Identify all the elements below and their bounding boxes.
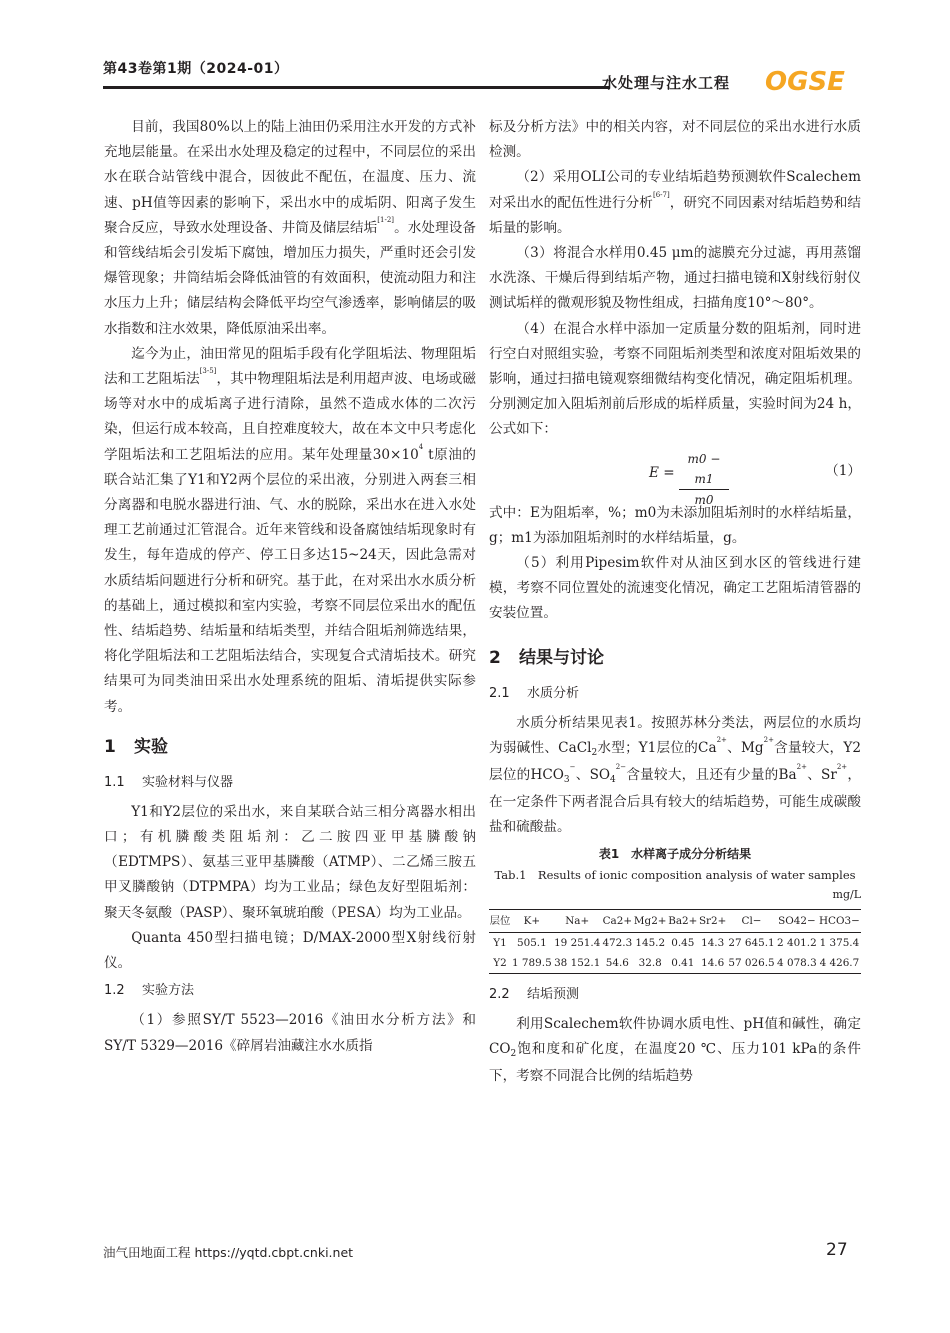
table-cell: 38 152.1 [553,953,602,974]
section-1-1-heading: 1.1 实验材料与仪器 [104,774,234,790]
table-header-row [489,909,861,932]
method-5-paragraph: （5）利用Pipesim软件对从油区到水区的管线进行建模，考察不同位置处的流速变化情况，确定工艺阻垢清管器的安装位置。 [489,555,861,622]
table-header: 层位 [489,909,511,932]
right-column [489,115,861,1089]
left-column [104,115,476,1059]
citation-3-5[interactable]: [3-5] [199,367,217,376]
section-2-heading: 2 结果与讨论 [489,647,604,668]
table-cell: 57 026.5 [727,953,776,974]
issue-label: 第43卷第1期（2024-01） [103,61,289,77]
page-number: 27 [826,1240,848,1260]
intro-paragraph-2: 迄今为止，油田常见的阻垢手段有化学阻垢法、物理阻垢法和工艺阻垢法[3-5]，其中物理阻垢法是利用超声波、电场或磁场等对水中的成垢离子进行清除，虽然不造成水体的二次污染，但运行成本较高，且自控难度较大，故在本文中只考虑化学阻垢法和工艺阻垢法的应用。某年处理量$30\times 10^4$ t原油的联合站汇集了Y1和Y2两个层位的采出液，分别进入两套三相分离器和电脱水器进行油、气、水的脱除，采出水在进入水处理工艺前通过汇管混合。近年来管线和设备腐蚀结垢现象时有发生，每年造成的停产、停工日多达15~24天，因此急需对水质结垢问题进行分析和研究。基于此，在对采出水水质分析的基础上，通过模拟和室内实验，考察不同层位采出水的配伍性、结垢趋势、结垢量和结垢类型，并结合阻垢剂筛选结果，将化学阻垢法和工艺阻垢法结合，实现复合式清垢技术。研究结果可为同类油田采出水处理系统的阻垢、清垢提供实际参考。 [104,345,477,715]
table-1-caption: 表1 水样离子成分分析结果 [598,846,752,861]
table-header: K+ [511,909,553,932]
table-header: SO42− [776,909,818,932]
section-1-heading: 1 实验 [104,736,168,757]
table-cell: 1 789.5 [511,953,553,974]
table-header: Sr2+ [698,909,727,932]
table-header: Mg2+ [633,909,667,932]
intro-paragraph-1: 目前，我国80%以上的陆上油田仍采用注水开发的方式补充地层能量。在采出水处理及稳定的过程中，不同层位的采出水在联合站管线中混合，因彼此不配伍，在温度、压力、流速、pH值等因素的影响下，采出水中的成垢阴、阳离子发生聚合反应，导致水处理设备、井筒及储层结垢[1-2]。水处理设备和管线结垢会引发垢下腐蚀，增加压力损失，严重时还会引发爆管现象；井筒结垢会降低油管的有效面积，使流动阻力和注水压力上升；储层结构会降低平均空气渗透率，影响储层的吸水指数和注水效果，降低原油采出率。 [104,119,476,337]
table-header: Ca2+ [602,909,633,932]
equation-denominator: m0 [679,489,729,510]
table-cell: 27 645.1 [728,936,775,949]
table-header: HCO3− [818,909,861,932]
table-cell: 2 401.2 [777,936,817,949]
equation-numerator: m0 − m1 [687,451,721,486]
scaling-prediction-paragraph: 利用Scalechem软件协调水质电性、pH值和碱性，确定$CO_2$饱和度和矿化度，在温度20 ℃、压力101 kPa的条件下，考察不同混合比例的结垢趋势 [489,1015,861,1085]
table-cell: 14.6 [698,953,727,974]
table-row [489,953,861,974]
water-quality-paragraph: 水质分析结果见表1。按照苏林分类法，两层位的水质均为弱碱性、CaCl$_2$水型；Y1层位的$Ca^{2+}$、$Mg^{2+}$含量较大，Y2层位的$HCO_3^-$、$SO_4^{2-}$含量较大，且还有少量的$Ba^{2+}$、$Sr^{2+}$，在一定条件下两者混合后具有较大的结垢趋势，可能生成碳酸盐和硫酸盐。 [489,714,862,836]
method-4-paragraph: （4）在混合水样中添加一定质量分数的阻垢剂，同时进行空白对照组实验，考察不同阻垢剂类型和浓度对阻垢效果的影响，通过扫描电镜观察细微结构变化情况，确定阻垢机理。分别测定加入阻垢剂前后形成的垢样质量，实验时间为24 h，公式如下： [489,320,861,438]
table-header: Ba2+ [667,909,698,932]
equation-fraction [679,449,729,510]
table-cell: 1 375.4 [819,936,860,949]
equation-number: （1） [825,462,861,479]
table-cell: 32.8 [633,953,667,974]
instruments-paragraph: Quanta 450型扫描电镜；D/MAX-2000型X射线衍射仪。 [104,929,476,972]
table-header: Cl− [727,909,776,932]
table-row [489,932,861,953]
journal-title: 水处理与注水工程 [602,74,731,92]
table-header: Na+ [553,909,602,932]
table-cell: 4 426.7 [818,953,861,974]
method-1-continued: 标及分析方法》中的相关内容，对不同层位的采出水进行水质检测。 [489,119,861,161]
section-2-2-heading: 2.2 结垢预测 [489,986,580,1002]
table-cell: 54.6 [602,953,633,974]
table-cell: 19 251.4 [554,936,601,949]
logo-text: OGSE [765,67,845,95]
materials-paragraph: Y1和Y2层位的采出水，来自某联合站三相分离器水相出口；有机膦酸类阻垢剂：乙二胺四亚甲基膦酸钠（EDTMPS）、氨基三亚甲基膦酸（ATMP）、二乙烯三胺五甲叉膦酸钠（DTPMPA）均为工业品；绿色友好型阻垢剂：聚天冬氨酸（PASP）、聚环氧琥珀酸（PESA）均为工业品。 [104,803,476,921]
header-rule [103,86,610,89]
equation-1 [489,449,861,507]
citation-1-2[interactable]: [1-2] [377,215,395,224]
table-1-unit: mg/L [832,887,861,901]
section-1-2-heading: 1.2 实验方法 [104,983,195,999]
table-cell: Y2 [489,953,511,974]
table-cell: 0.41 [667,953,698,974]
table-cell: 0.45 [671,936,695,949]
method-3-paragraph: （3）将混合水样用0.45 μm的滤膜充分过滤，再用蒸馏水洗涤、干燥后得到结垢产物，通过扫描电镜和X射线衍射仪测试垢样的微观形貌及物性组成，扫描角度10°～80°。 [489,245,861,312]
table-cell: 145.2 [635,936,666,949]
method-2-paragraph: （2）采用OLI公司的专业结垢趋势预测软件Scalechem对采出水的配伍性进行分析[6-7]，研究不同因素对结垢趋势和结垢量的影响。 [489,169,861,236]
table-1-caption-en: Tab.1 Results of ionic composition analysis of water samples [494,867,856,882]
method-1-paragraph: （1）参照SY/T 5523—2016《油田水分析方法》和SY/T 5329—2016《碎屑岩油藏注水水质指 [104,1012,476,1054]
journal-logo [763,65,851,95]
equation-lhs: E = [649,464,675,481]
table-cell: 4 078.3 [776,953,818,974]
table-cell: 14.3 [701,936,725,949]
footer-journal: 油气田地面工程 https://yqtd.cbpt.cnki.net [103,1245,354,1260]
ion-composition-table [489,909,861,974]
equation-legend: 式中：E为阻垢率，%；m0为未添加阻垢剂时的水样结垢量，g；m1为添加阻垢剂时的水样结垢量，g。 [489,504,861,546]
table-cell: 505.1 [516,936,547,949]
section-2-1-heading: 2.1 水质分析 [489,685,580,701]
table-cell: Y1 [493,936,507,949]
table-cell: 472.3 [602,936,633,949]
citation-6-7[interactable]: [6-7] [652,190,670,199]
